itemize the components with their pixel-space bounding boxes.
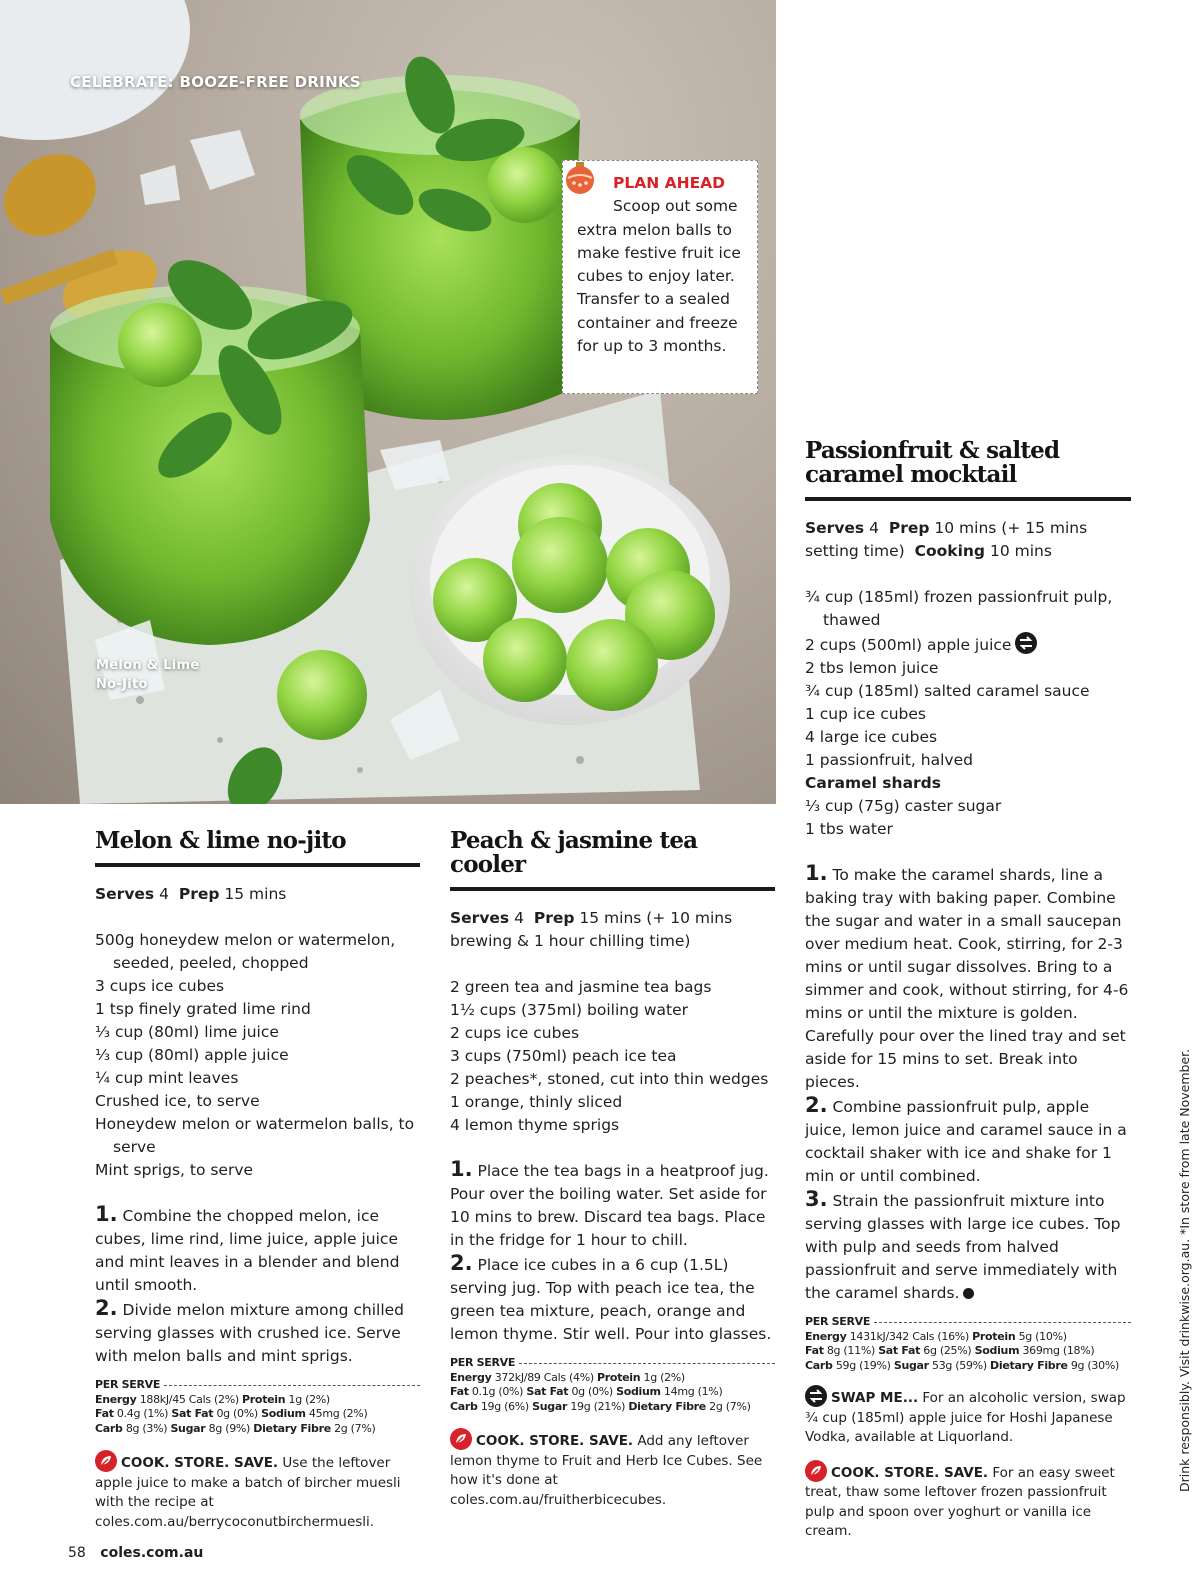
photo-caption-line: No-Jito: [96, 677, 148, 692]
leaf-no-waste-icon: [95, 1450, 117, 1472]
swap-text: For an alcoholic version, swap ¾ cup (185ml) apple juice for Hoshi Japanese Vodka, available at Liquorland.: [805, 1390, 1126, 1445]
step-number: 2.: [805, 1093, 828, 1117]
tip-text: For an easy sweet treat, thaw some leftover frozen passionfruit pulp and spoon over yoghurt or vanilla ice cream.: [805, 1464, 1115, 1539]
cook-store-save-tip: [450, 1428, 775, 1510]
recipe-title: Melon & lime no-jito: [95, 827, 346, 854]
ingredient-item: 2 cups ice cubes: [450, 1024, 580, 1042]
page-number: 58: [68, 1545, 86, 1561]
ingredient-item: 4 lemon thyme sprigs: [450, 1116, 620, 1134]
ice-bowl: [0, 0, 190, 140]
step-number: 3.: [805, 1187, 828, 1211]
step-number: 2.: [95, 1296, 118, 1320]
ingredient-item: 1 cup ice cubes: [805, 705, 926, 723]
tip-label: COOK. STORE. SAVE.: [476, 1433, 634, 1449]
ingredient-item: 500g honeydew melon or watermelon, seeded, peeled, chopped: [95, 931, 396, 972]
section-kicker: CELEBRATE: BOOZE-FREE DRINKS: [70, 73, 361, 91]
ingredient-item: 1 tsp finely grated lime rind: [95, 1000, 311, 1018]
cooking-value: 10 mins: [989, 542, 1052, 560]
nutrition-line: Carb 19g (6%) Sugar 19g (21%) Dietary Fibre 2g (7%): [450, 1399, 751, 1413]
page-footer: [68, 1545, 203, 1561]
method-step: [805, 1188, 1131, 1305]
nutrition-line: Energy 372kJ/89 Cals (4%) Protein 1g (2%): [450, 1370, 685, 1384]
per-serve-label: PER SERVE: [450, 1356, 516, 1369]
method-step: [450, 1158, 775, 1252]
method-step: [805, 1094, 1131, 1188]
ingredient-item: ⅓ cup (80ml) lime juice: [95, 1023, 279, 1041]
ingredient-item: 3 cups ice cubes: [95, 977, 225, 995]
ingredient-item: 1 tbs water: [805, 820, 893, 838]
step-number: 2.: [450, 1251, 473, 1275]
prep-value: 15 mins: [224, 885, 287, 903]
cook-store-save-tip: [805, 1460, 1131, 1542]
ingredient-item: ⅓ cup (75g) caster sugar: [805, 797, 1002, 815]
serves-value: 4: [869, 519, 879, 537]
ingredient-item: ⅓ cup (80ml) apple juice: [95, 1046, 289, 1064]
step-text: To make the caramel shards, line a baking tray with baking paper. Combine the sugar and water in a small saucepan over medium heat. Cook, stirring, for 2-3 mins or until sugar dissolves. Bring to a simmer and cook, without stirring, for 4-6 mins or until the mixture is golden. Carefully pour over the lined tray and set aside for 15 mins to set. Break into pieces.: [805, 866, 1129, 1091]
footer-site: coles.com.au: [100, 1545, 204, 1561]
method-list: [450, 1158, 775, 1346]
nutrition-line: Fat 0.1g (0%) Sat Fat 0g (0%) Sodium 14mg (1%): [450, 1385, 723, 1398]
ingredient-list: [95, 929, 420, 1182]
ingredient-item: 1 orange, thinly sliced: [450, 1093, 623, 1111]
ingredient-item: ¼ cup mint leaves: [95, 1069, 239, 1087]
prep-value: 15 mins (+ 10 mins brewing & 1 hour chilling time): [450, 909, 733, 950]
tip-text: Add any leftover lemon thyme to Fruit and Herb Ice Cubes. See how it's done at coles.com.au/fruitherbicecubes.: [450, 1433, 763, 1508]
melon-ball: [118, 303, 202, 387]
recipe-melon: [95, 829, 420, 1532]
cook-store-save-tip: [95, 1450, 420, 1532]
nutrition-panel: [95, 1378, 420, 1436]
swap-me-tip: [805, 1385, 1131, 1448]
recipe-title: [805, 439, 1131, 487]
melon-ball: [277, 650, 367, 740]
step-text: Divide melon mixture among chilled serving glasses with crushed ice. Serve with melon balls and mint sprigs.: [95, 1301, 405, 1365]
nutrition-line: Energy 1431kJ/342 Cals (16%) Protein 5g (10%): [805, 1329, 1067, 1343]
tip-label: COOK. STORE. SAVE.: [831, 1464, 989, 1481]
nutrition-panel: [450, 1356, 775, 1414]
ingredient-item: 3 cups (750ml) peach ice tea: [450, 1047, 677, 1065]
plan-ahead-body: Scoop out some extra melon balls to make festive fruit ice cubes to enjoy later. Transfer to a sealed container and freeze for up to 3 months.: [577, 197, 741, 356]
step-number: 1.: [450, 1157, 473, 1181]
step-text: Combine the chopped melon, ice cubes, lime rind, lime juice, apple juice and mint leaves in a blender and blend until smooth.: [95, 1207, 400, 1294]
ingredient-item: 2 cups (500ml) apple juice: [805, 632, 1131, 657]
ingredient-item: ¾ cup (185ml) frozen passionfruit pulp, thawed: [805, 588, 1113, 629]
ingredient-list: [450, 976, 775, 1137]
step-text: Place the tea bags in a heatproof jug. Pour over the boiling water. Set aside for 10 mins to brew. Discard tea bags. Place in the fridge for 1 hour to chill.: [450, 1162, 769, 1249]
leaf-no-waste-icon: [805, 1460, 827, 1482]
gold-spoon: [0, 138, 111, 252]
step-text: Combine passionfruit pulp, apple juice, lemon juice and caramel sauce in a cocktail shaker with ice and shake for 1 min or until combined.: [805, 1098, 1127, 1185]
swap-arrows-icon: [1015, 632, 1037, 654]
ingredient-list: [805, 586, 1131, 841]
nutrition-line: Fat 8g (11%) Sat Fat 6g (25%) Sodium 369mg (18%): [805, 1344, 1095, 1357]
per-serve-label: PER SERVE: [805, 1315, 871, 1328]
melon-ball: [487, 147, 563, 223]
recipe-passionfruit: [805, 439, 1131, 1542]
ingredient-item: ¾ cup (185ml) salted caramel sauce: [805, 682, 1090, 700]
ingredient-item: Mint sprigs, to serve: [95, 1161, 254, 1179]
christmas-bauble-icon: [563, 161, 597, 195]
recipe-peach: [450, 829, 775, 1510]
prep-label: Prep: [178, 885, 220, 903]
hero-photo: [0, 0, 776, 804]
photo-caption: [96, 656, 200, 694]
ingredient-item: 1 passionfruit, halved: [805, 751, 973, 769]
serves-value: 4: [514, 909, 524, 927]
tip-text: Use the leftover apple juice to make a batch of bircher muesli with the recipe at coles.com.au/berrycoconutbirchermuesli.: [95, 1455, 401, 1530]
tip-label: COOK. STORE. SAVE.: [121, 1455, 279, 1471]
ingredient-item: Crushed ice, to serve: [95, 1092, 260, 1110]
step-number: 1.: [95, 1202, 118, 1226]
title-rule: [95, 863, 420, 867]
per-serve-label: PER SERVE: [95, 1378, 161, 1391]
recipe-meta: [805, 517, 1131, 563]
ingredient-item: Honeydew melon or watermelon balls, to serve: [95, 1115, 415, 1156]
ingredient-item: 2 peaches*, stoned, cut into thin wedges: [450, 1070, 769, 1088]
prep-value: 10 mins (+ 15 mins setting time): [805, 519, 1088, 560]
cooking-label: Cooking: [914, 542, 986, 560]
nutrition-line: Energy 188kJ/45 Cals (2%) Protein 1g (2%): [95, 1392, 330, 1406]
end-mark-icon: [963, 1288, 974, 1299]
recipe-title: Peach & jasmine tea cooler: [450, 827, 698, 878]
serves-value: 4: [159, 885, 169, 903]
title-rule: [450, 887, 775, 891]
recipe-title-line: Passionfruit & salted: [805, 437, 1060, 464]
serves-label: Serves: [805, 519, 865, 537]
plan-ahead-box: [562, 160, 758, 394]
ingredient-item: 2 green tea and jasmine tea bags: [450, 978, 712, 996]
prep-label: Prep: [533, 909, 575, 927]
nutrition-panel: [805, 1315, 1131, 1373]
photo-caption-line: Melon & Lime: [96, 658, 200, 673]
serves-label: Serves: [95, 885, 155, 903]
recipe-title-line: caramel mocktail: [805, 461, 1017, 488]
method-list: [805, 862, 1131, 1305]
method-step: [805, 862, 1131, 1094]
step-text: Strain the passionfruit mixture into serving glasses with large ice cubes. Top with pulp and seeds from halved passionfruit and serve immediately with the caramel shards.: [805, 1192, 1121, 1302]
title-rule: [805, 497, 1131, 501]
method-step: [95, 1297, 420, 1368]
swap-label: SWAP ME...: [831, 1390, 919, 1406]
method-step: [450, 1252, 775, 1346]
step-number: 1.: [805, 861, 828, 885]
ingredient-item: 4 large ice cubes: [805, 728, 938, 746]
nutrition-line: Carb 59g (19%) Sugar 53g (59%) Dietary Fibre 9g (30%): [805, 1358, 1119, 1372]
swap-arrows-icon: [805, 1385, 827, 1407]
ingredient-item: 2 tbs lemon juice: [805, 659, 939, 677]
nutrition-line: Carb 8g (3%) Sugar 8g (9%) Dietary Fibre 2g (7%): [95, 1421, 376, 1435]
recipe-meta: [450, 907, 775, 953]
ingredient-subheading: Caramel shards: [805, 774, 941, 792]
ingredient-item: 1½ cups (375ml) boiling water: [450, 1001, 689, 1019]
leaf-no-waste-icon: [450, 1428, 472, 1450]
recipe-meta: [95, 883, 420, 906]
step-text: Place ice cubes in a 6 cup (1.5L) serving jug. Top with peach ice tea, the green tea mixture, peach, orange and lemon thyme. Stir well. Pour into glasses.: [450, 1256, 772, 1343]
method-list: [95, 1203, 420, 1368]
nutrition-line: Fat 0.4g (1%) Sat Fat 0g (0%) Sodium 45mg (2%): [95, 1407, 368, 1420]
prep-label: Prep: [888, 519, 930, 537]
method-step: [95, 1203, 420, 1297]
plan-ahead-title: PLAN AHEAD: [613, 174, 726, 192]
serves-label: Serves: [450, 909, 510, 927]
side-disclaimer: Drink responsibly. Visit drinkwise.org.au. *In store from late November.: [1177, 1048, 1192, 1492]
